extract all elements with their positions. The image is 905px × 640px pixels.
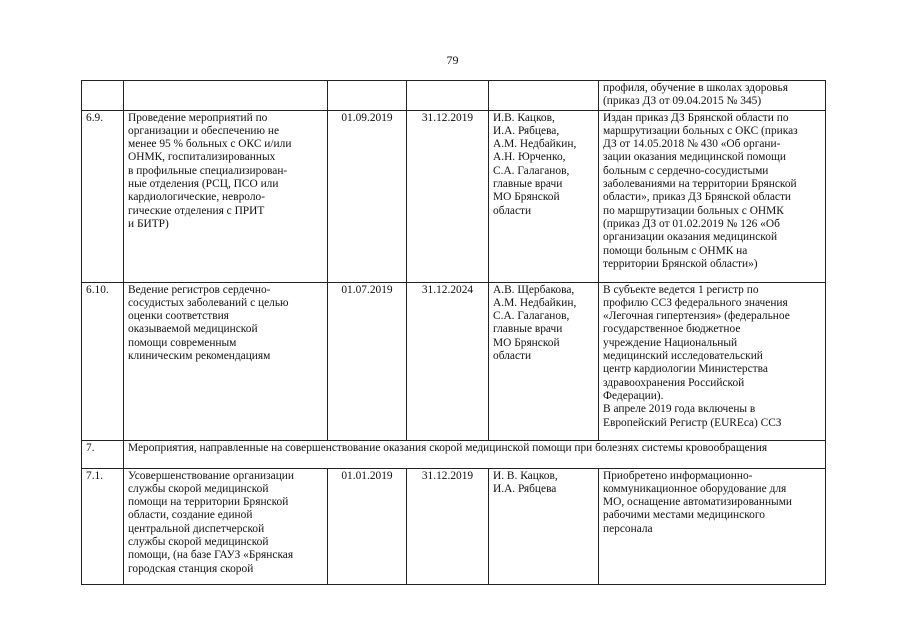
page-number: 79 bbox=[446, 53, 459, 67]
table-row bbox=[82, 110, 826, 282]
item-number bbox=[82, 81, 124, 111]
start-date: 01.09.2019 bbox=[328, 110, 407, 282]
start-date bbox=[328, 81, 407, 111]
expected-result: В субъекте ведется 1 регистр по профилю ССЗ федерального значения «Легочная гипертензия» (федеральное государственное бюджетное учреждение Национальный медицинский исследовательский центр кардиологии Министерства здравоохранения Российской Федерации). В апреле 2019 года включены в Европейский Регистр (EUREca) ССЗ bbox=[599, 282, 826, 440]
activity-plan-table bbox=[81, 80, 826, 585]
activity-description bbox=[124, 81, 328, 111]
end-date bbox=[407, 81, 489, 111]
section-title: Мероприятия, направленные на совершенствование оказания скорой медицинской помощи при болезнях системы кровообращения bbox=[124, 440, 826, 468]
table-row bbox=[82, 282, 826, 440]
section-row bbox=[82, 440, 826, 468]
end-date: 31.12.2019 bbox=[407, 468, 489, 584]
table-row bbox=[82, 468, 826, 584]
responsible-persons: И. В. Кацков, И.А. Рябцева bbox=[489, 468, 599, 584]
start-date: 01.07.2019 bbox=[328, 282, 407, 440]
expected-result: Приобретено информационно- коммуникационное оборудование для МО, оснащение автоматизированными рабочими местами медицинского персонала bbox=[599, 468, 826, 584]
expected-result: Издан приказ ДЗ Брянской области по маршрутизации больных с ОКС (приказ ДЗ от 14.05.2018 № 430 «Об органи- зации оказания медицинской помощи больным с сердечно-сосудистыми заболеваниями на территории Брянской области», приказ ДЗ Брянской области по маршрутизации больных с ОНМК (приказ ДЗ от 01.02.2019 № 126 «Об организации оказания медицинской помощи больным с ОНМК на территории Брянской области») bbox=[599, 110, 826, 282]
responsible-persons bbox=[489, 81, 599, 111]
item-number: 6.10. bbox=[82, 282, 124, 440]
activity-description: Ведение регистров сердечно- сосудистых заболеваний с целью оценки соответствия оказываемой медицинской помощи современным клиническим рекомендациям bbox=[124, 282, 328, 440]
item-number: 6.9. bbox=[82, 110, 124, 282]
responsible-persons: И.В. Кацков, И.А. Рябцева, А.М. Недбайкин, А.Н. Юрченко, С.А. Галаганов, главные врачи МО Брянской области bbox=[489, 110, 599, 282]
end-date: 31.12.2019 bbox=[407, 110, 489, 282]
end-date: 31.12.2024 bbox=[407, 282, 489, 440]
item-number: 7.1. bbox=[82, 468, 124, 584]
section-number: 7. bbox=[82, 440, 124, 468]
table-row bbox=[82, 81, 826, 111]
responsible-persons: А.В. Щербакова, А.М. Недбайкин, С.А. Галаганов, главные врачи МО Брянской области bbox=[489, 282, 599, 440]
activity-description: Усовершенствование организации службы скорой медицинской помощи на территории Брянской области, создание единой центральной диспетчерской службы скорой медицинской помощи, (на базе ГАУЗ «Брянская городская станция скорой bbox=[124, 468, 328, 584]
activity-description: Проведение мероприятий по организации и обеспечению не менее 95 % больных с ОКС и/или ОНМК, госпитализированных в профильные специализирован- ные отделения (РСЦ, ПСО или кардиологические, невроло- гические отделения с ПРИТ и БИТР) bbox=[124, 110, 328, 282]
expected-result: профиля, обучение в школах здоровья (приказ ДЗ от 09.04.2015 № 345) bbox=[599, 81, 826, 111]
start-date: 01.01.2019 bbox=[328, 468, 407, 584]
